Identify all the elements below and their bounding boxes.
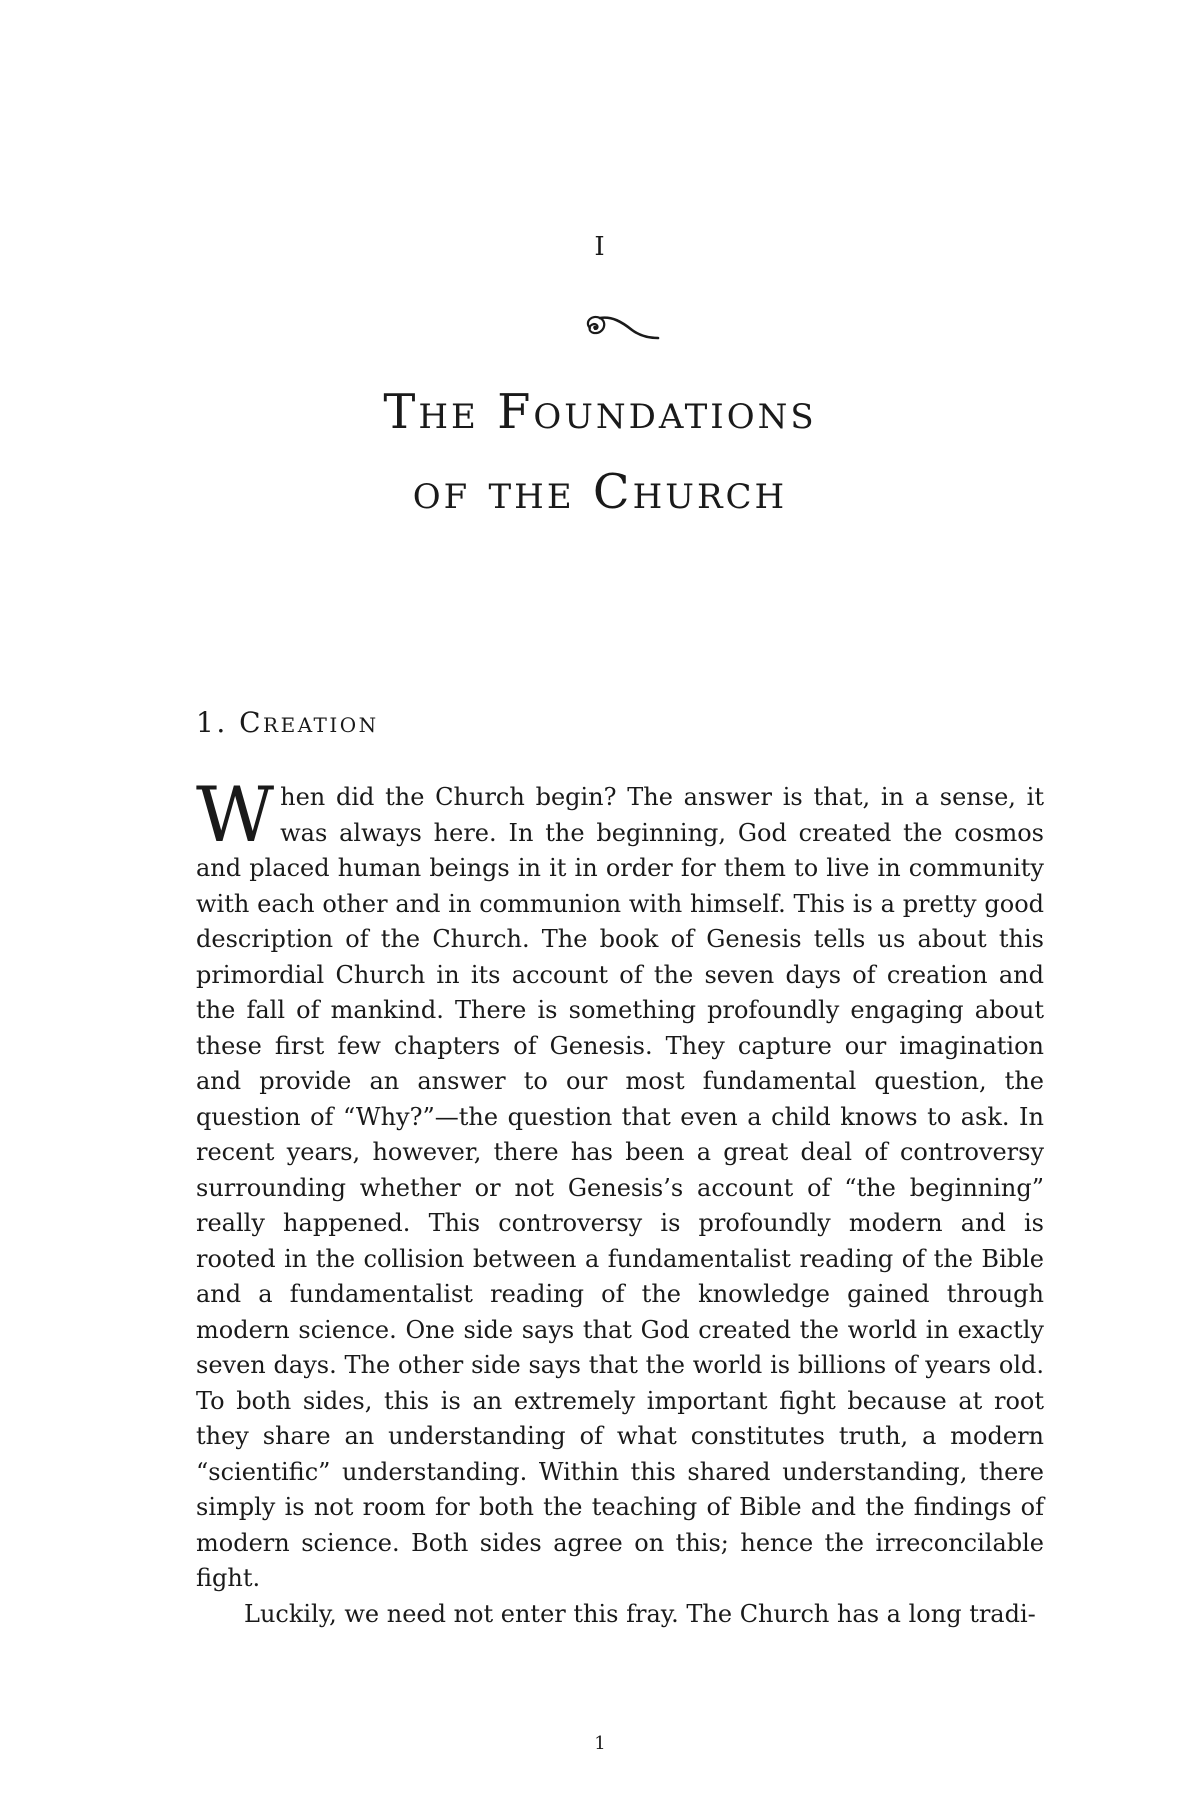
chapter-number: I bbox=[594, 232, 606, 262]
flourish-ornament-icon bbox=[578, 308, 660, 342]
paragraph-1 bbox=[196, 770, 1044, 1597]
paragraph-2: Luckily, we need not enter this fray. The Church has a long tradi- bbox=[244, 1599, 1036, 1628]
page-number: 1 bbox=[594, 1733, 606, 1754]
chapter-title-line-2: of the Church bbox=[412, 464, 788, 520]
paragraph-1-text: hen did the Church begin? The answer is that, in a sense, it was always here. In the beginning, God created the cosmos and placed human beings in it in order for them to live in community with each other and in communion with himself. This is a pretty good description of the Church. The book of Genesis tells us about this primordial Church in its account of the seven days of creation and the fall of mankind. There is something profoundly engaging about these first few chapters of Genesis. They capture our imagination and provide an answer to our most fundamental question, the question of “Why?”—the question that even a child knows to ask. In recent years, however, there has been a great deal of controversy surrounding whether or not Genesis’s account of “the beginning” really happened. This controversy is profoundly modern and is rooted in the collision between a fundamentalist reading of the Bible and a fundamentalist reading of the knowledge gained through modern science. One side says that God created the world in exactly seven days. The other side says that the world is billions of years old. To both sides, this is an extremely important fight because at root they share an understanding of what constitutes truth, a modern “scientific” understanding. Within this shared understanding, there simply is not room for both the teaching of Bible and the findings of modern science. Both sides agree on this; hence the irreconcilable fight. bbox=[196, 783, 1044, 1592]
section-heading: 1. Creation bbox=[196, 706, 379, 739]
drop-cap: W bbox=[196, 770, 275, 859]
chapter-title-line-1: The Foundations bbox=[383, 384, 817, 440]
chapter-title bbox=[0, 372, 1200, 532]
body-text bbox=[196, 770, 1044, 1632]
